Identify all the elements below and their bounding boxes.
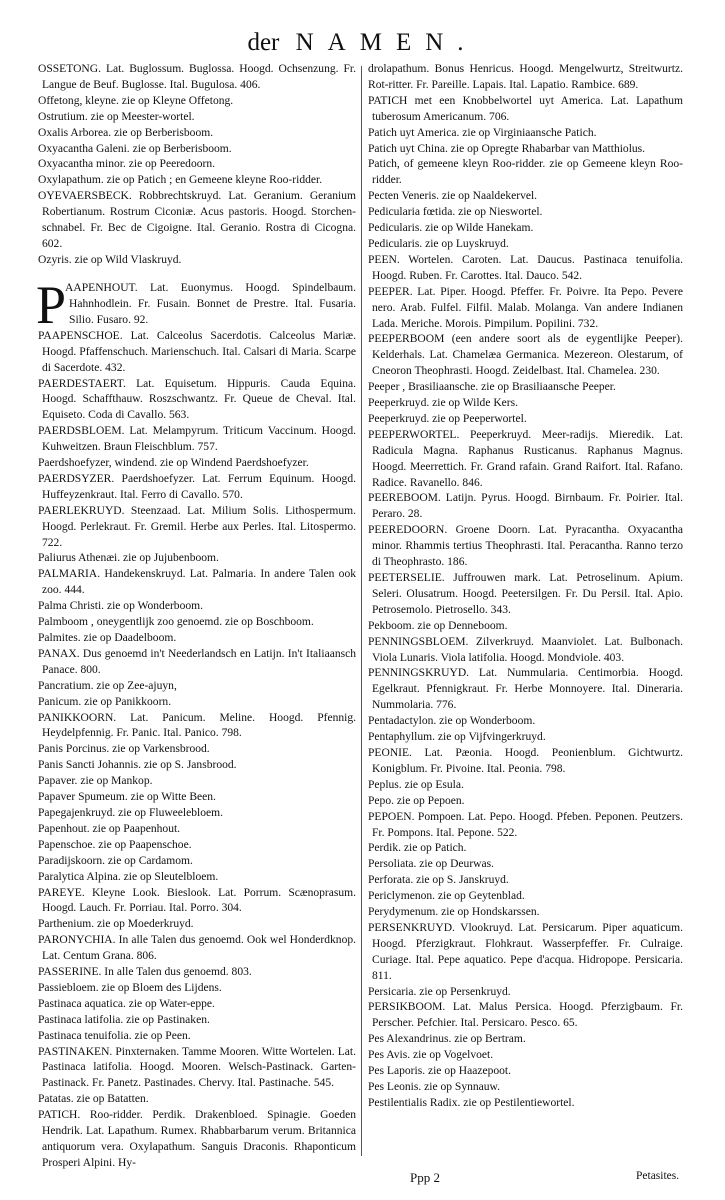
entry: PEEREDOORN. Groene Doorn. Lat. Pyracantha. Oxyacantha minor. Rhammis tertius Theophrasti. Ital. Peracantha. Ranno terzo di Theophrasto. 186. (368, 524, 683, 569)
entry: Pedicularis. zie op Wilde Hanekam. (368, 222, 534, 235)
entry: PEEPERBOOM (een andere soort als de eygentlijke Peeper). Kelderhals. Lat. Chamelæa Germanica. Mezereon. Olestarum, of Cneoron Theophrasti. Hoogd. Zeidelbast. Ital. Chamelea. 230. (368, 333, 683, 378)
entry: Pes Laporis. zie op Haazepoot. (368, 1065, 512, 1078)
entry: PEEPER. Lat. Piper. Hoogd. Pfeffer. Fr. Poivre. Ita Pepo. Pevere nero. Arab. Fulfel. Filfil. Malab. Molanga. Van andere Indianen Lada. Meriche. Morois. Pimpilum. Popilini. 732. (368, 285, 683, 330)
entry: Ostrutium. zie op Meester-wortel. (38, 110, 195, 123)
entry: PAERDSYZER. Paerdshoefyzer. Lat. Ferrum Equinum. Hoogd. Huffeyzenkraut. Ital. Ferro di Cavallo. 570. (38, 472, 356, 501)
entry: OSSETONG. Lat. Buglossum. Buglossa. Hoogd. Ochsenzung. Fr. Langue de Beuf. Buglosse. Ital. Bugulosa. 406. (38, 63, 356, 91)
entry: Pastinaca aquatica. zie op Water-eppe. (38, 997, 215, 1010)
entry: Periclymenon. zie op Geytenblad. (368, 890, 525, 903)
entry: Passiebloem. zie op Bloem des Lijdens. (38, 981, 222, 994)
entry: PAREYE. Kleyne Look. Bieslook. Lat. Porrum. Scænoprasum. Hoogd. Lauch. Fr. Porriau. Ital. Porro. 304. (38, 886, 356, 915)
entry: Panicum. zie op Panikkoorn. (38, 695, 172, 708)
entry: PATICH met een Knobbelwortel uyt America. Lat. Lapathum tuberosum Americanum. 706. (368, 94, 683, 123)
entry: PANAX. Dus genoemd in't Neederlandsch en Latijn. In't Italiaansch Panace. 800. (38, 647, 356, 676)
signature-mark: Ppp 2 (410, 1170, 440, 1185)
entry: Papegajenkruyd. zie op Fluweelebloem. (38, 806, 224, 819)
entry: PASSERINE. In alle Talen dus genoemd. 803. (38, 966, 252, 979)
entry: Pekboom. zie op Denneboom. (368, 619, 508, 632)
entry: Peeper , Brasiliaansche. zie op Brasiliaansche Peeper. (368, 381, 616, 394)
entry: Panis Porcinus. zie op Varkensbrood. (38, 743, 210, 756)
running-header (0, 28, 725, 58)
right-column (368, 62, 683, 1112)
entry: Pes Avis. zie op Vogelvoet. (368, 1049, 494, 1062)
entry: PEPOEN. Pompoen. Lat. Pepo. Hoogd. Pfeben. Peponen. Peutzers. Fr. Pompons. Ital. Pepone. 522. (368, 810, 683, 839)
entry: Perforata. zie op S. Janskruyd. (368, 874, 509, 887)
entry: Paralytica Alpina. zie op Sleutelbloem. (38, 870, 219, 883)
entry: PENNINGSBLOEM. Zilverkruyd. Maanviolet. Lat. Bulbonach. Viola Lunaris. Viola latifolia. Hoogd. Mondviole. 403. (368, 635, 683, 664)
entry: Pancratium. zie op Zee-ajuyn, (38, 679, 177, 692)
entry: Pes Leonis. zie op Synnauw. (368, 1081, 501, 1093)
entry: Pastinaca latifolia. zie op Pastinaken. (38, 1013, 210, 1026)
entry: Pastinaca tenuifolia. zie op Peen. (38, 1029, 191, 1042)
entry: Pedicularia fœtida. zie op Nieswortel. (368, 206, 543, 219)
entry: Palmboom , oneygentlijk zoo genoemd. zie op Boschboom. (38, 616, 314, 629)
entry: Perydymenum. zie op Hondskarssen. (368, 906, 540, 919)
entry: PAERDESTAERT. Lat. Equisetum. Hippuris. Cauda Equina. Hoogd. Schaffthauw. Roszschwantz. Fr. Queue de Cheval. Ital. Equiseto. Coda di Cavallo. 563. (38, 377, 356, 422)
left-column (38, 62, 356, 1172)
entry: Oxylapathum. zie op Patich ; en Gemeene kleyne Roo-ridder. (38, 174, 323, 187)
entry: PEEN. Wortelen. Caroten. Lat. Daucus. Pastinaca tenuifolia. Hoogd. Ruben. Fr. Carottes. Ital. Dauco. 542. (368, 253, 683, 282)
entry: Peeperkruyd. zie op Wilde Kers. (368, 397, 519, 410)
entry: Pestilentialis Radix. zie op Pestilentiewortel. (368, 1096, 575, 1109)
entry: Patich, of gemeene kleyn Roo-ridder. zie op Gemeene kleyn Roo-ridder. (368, 158, 683, 187)
entry: Pes Alexandrinus. zie op Bertram. (368, 1033, 526, 1046)
header-der: der (247, 29, 280, 56)
entry: Perdik. zie op Patich. (368, 842, 467, 855)
entry: PARONYCHIA. In alle Talen dus genoemd. Ook wel Honderdknop. Lat. Centum Grana. 806. (38, 934, 356, 963)
entry: Paradijskoorn. zie op Cardamom. (38, 854, 193, 867)
entry: PEEREBOOM. Latijn. Pyrus. Hoogd. Birnbaum. Fr. Poirier. Ital. Peraro. 28. (368, 492, 683, 521)
entry: Parthenium. zie op Moederkruyd. (38, 918, 194, 931)
entry: PAERDSBLOEM. Lat. Melampyrum. Triticum Vaccinum. Hoogd. Kuhweitzen. Braun Fleischblum. 757. (38, 425, 356, 454)
entry: Paerdshoefyzer, windend. zie op Windend Paerdshoefyzer. (38, 457, 309, 470)
entry: PANIKKOORN. Lat. Panicum. Meline. Hoogd. Pfennig. Heydelpfennig. Fr. Panic. Ital. Panico. 798. (38, 711, 356, 740)
entry: Pentaphyllum. zie op Vijfvingerkruyd. (368, 731, 546, 744)
entry: PERSIKBOOM. Lat. Malus Persica. Hoogd. Pferzigbaum. Fr. Perscher. Pefchier. Ital. Persicaro. Pesco. 65. (368, 1001, 683, 1030)
entry: Oxalis Arborea. zie op Berberisboom. (38, 126, 214, 139)
entry-continued: drolapathum. Bonus Henricus. Hoogd. Mengelwurtz, Streitwurtz. Rot-ritter. Fr. Pareille. Lapais. Ital. Lapatio. Rambice. 689. (368, 63, 683, 91)
entry: PAAPENSCHOE. Lat. Calceolus Sacerdotis. Calceolus Mariæ. Hoogd. Pfaffenschuch. Marienschuch. Ital. Calsari di Maria. Scarpe di Sacerdote. 432. (38, 329, 356, 374)
entry: Pepo. zie op Pepoen. (368, 794, 465, 807)
entry: Papenschoe. zie op Paapenschoe. (38, 838, 192, 851)
entry: Ozyris. zie op Wild Vlaskruyd. (38, 253, 182, 266)
entry: Pedicularis. zie op Luyskruyd. (368, 237, 509, 250)
entry: PERSENKRUYD. Vlookruyd. Lat. Persicarum. Piper aquaticum. Hoogd. Pferzigkraut. Flohkraut. Wasserpfeffer. Fr. Culraige. Curiage. Ital. Pepe aquatico. Pepe d'acqua. Hidropope. Persicaria. 811. (368, 921, 683, 982)
dropcap-p: P (36, 274, 67, 335)
entry: PASTINAKEN. Pinxternaken. Tamme Mooren. Witte Wortelen. Lat. Pastinaca latifolia. Hoogd. Mooren. Welsch-Pastinack. Garten-Pastinack. Fr. Panetz. Pastinades. Chervy. Ital. Pastinache. 545. (38, 1045, 356, 1090)
entry: Peeperkruyd. zie op Peeperwortel. (368, 412, 527, 425)
entry: Patich uyt America. zie op Virginiaansche Patich. (368, 126, 597, 139)
entry: Persicaria. zie op Persenkruyd. (368, 985, 511, 998)
entry: PALMARIA. Handekenskruyd. Lat. Palmaria. In andere Talen ook zoo. 444. (38, 568, 356, 597)
entry: PENNINGSKRUYD. Lat. Nummularia. Centimorbia. Hoogd. Egelkraut. Pfennigkraut. Fr. Herbe Monnoyere. Ital. Dineraria. Nummolaria. 776. (368, 667, 683, 712)
entry: OYEVAERSBECK. Robbrechtskruyd. Lat. Geranium. Geranium Robertianum. Rostrum Ciconiæ. Acus pastoris. Hoogd. Storchen-schnabel. Fr. Bec de Cigoigne. Ital. Geranio. Rostra di Cicogna. 602. (38, 190, 356, 250)
entry: Palma Christi. zie op Wonderboom. (38, 600, 203, 613)
entry-dropcap (36, 274, 356, 335)
entry: Peplus. zie op Esula. (368, 778, 464, 791)
entry: PATICH. Roo-ridder. Perdik. Drakenbloed. Spinagie. Goeden Hendrik. Lat. Lapathum. Rumex. Rhabbarbarum verum. Britannica antiquorum vera. Oxylapathum. Sanguis Draconis. Rhaponticum Prosperi Alpini. Hy- (38, 1109, 356, 1169)
entry: Papenhout. zie op Paapenhout. (38, 822, 181, 835)
entry: Panis Sancti Johannis. zie op S. Jansbrood. (38, 759, 237, 772)
entry: Oxyacantha Galeni. zie op Berberisboom. (38, 142, 232, 155)
entry: PEONIE. Lat. Pæonia. Hoogd. Peonienblum. Gichtwurtz. Konigblum. Fr. Pivoine. Ital. Peonia. 798. (368, 746, 683, 775)
entry: PAERLEKRUYD. Steenzaad. Lat. Milium Solis. Lithospermum. Hoogd. Perlekraut. Fr. Gremil. Herbe aux Perles. Ital. Litospermo. 722. (38, 504, 356, 549)
entry: Pecten Veneris. zie op Naaldekervel. (368, 190, 538, 203)
entry: Papaver Spumeum. zie op Witte Been. (38, 791, 216, 804)
entry: Patatas. zie op Batatten. (38, 1093, 149, 1106)
entry: Palmites. zie op Daadelboom. (38, 632, 177, 644)
entry: PEETERSELIE. Juffrouwen mark. Lat. Petroselinum. Apium. Seleri. Olusatrum. Hoogd. Peetersilgen. Fr. Du Persil. Ital. Apio. Petrosemolo. Pietrosello. 343. (368, 572, 683, 616)
entry: Offetong, kleyne. zie op Kleyne Offetong. (38, 94, 234, 107)
catchword: Petasites. (636, 1170, 680, 1182)
entry: Papaver. zie op Mankop. (38, 775, 153, 788)
header-namen: NAMEN. (295, 29, 478, 56)
entry: Paliurus Athenæi. zie op Jujubenboom. (38, 552, 219, 565)
entry-text: AAPENHOUT. Lat. Euonymus. Hoogd. Spindelbaum. Hahnhodlein. Fr. Fusain. Bonnet de Prestre. Ital. Fusaria. Silio. Fusaro. 92. (65, 281, 356, 326)
entry: Persoliata. zie op Deurwas. (368, 858, 495, 871)
column-divider (361, 66, 362, 1156)
entry: PEEPERWORTEL. Peeperkruyd. Meer-radijs. Mieredik. Lat. Radicula Magna. Raphanus Rusticanus. Raphanus Magnus. Hoogd. Meerrettich. Fr. Grand rafain. Grand Raifort. Ital. Rafano. Radice. Ravanello. 846. (368, 428, 683, 489)
entry: Oxyacantha minor. zie op Peeredoorn. (38, 158, 215, 171)
entry: Patich uyt China. zie op Opregte Rhabarbar van Matthiolus. (368, 142, 646, 155)
entry: Pentadactylon. zie op Wonderboom. (368, 715, 536, 728)
